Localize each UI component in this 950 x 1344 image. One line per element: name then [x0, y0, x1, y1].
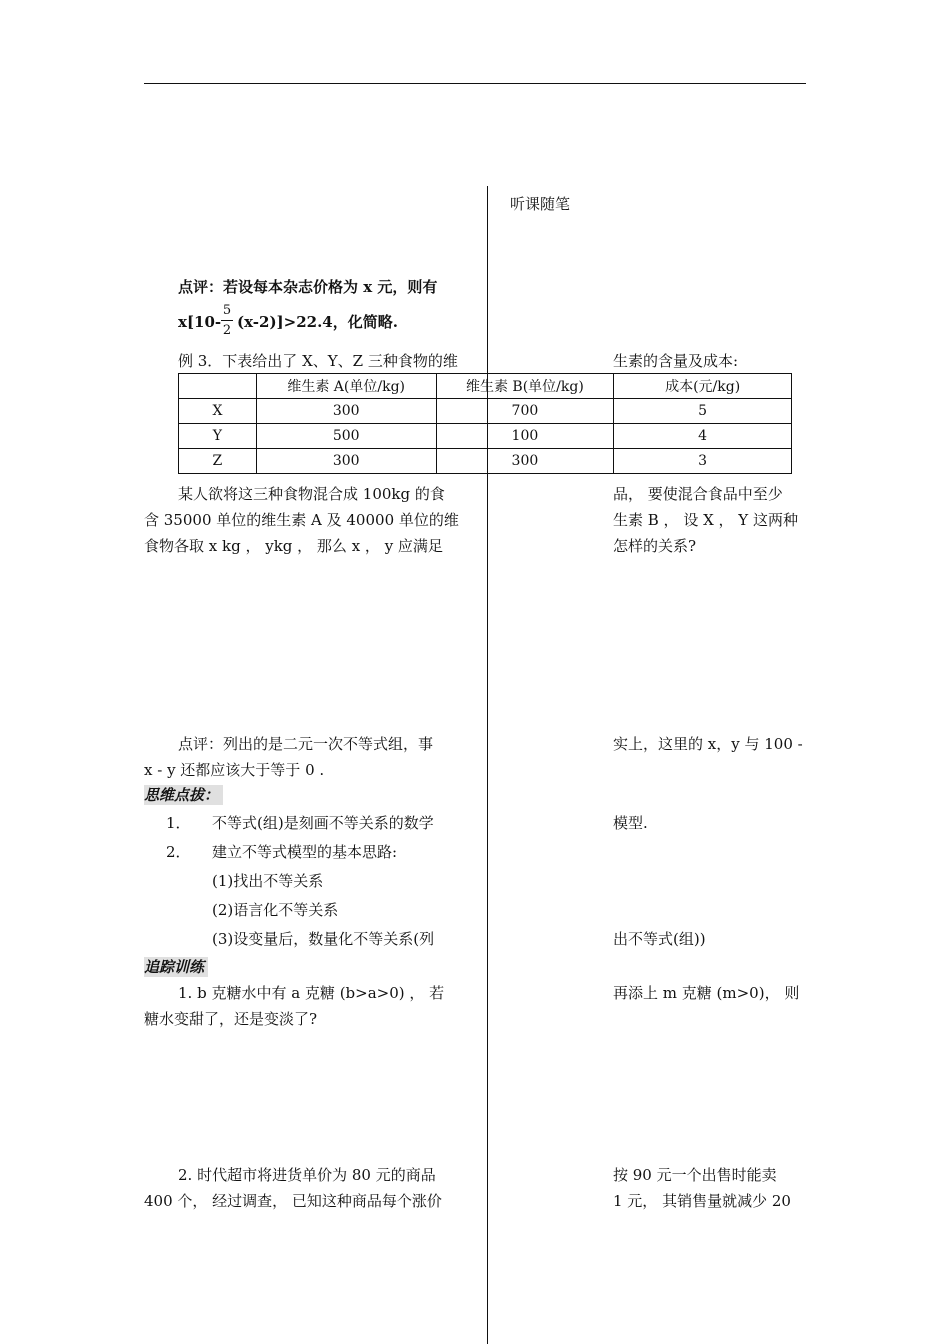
thinking-item2-text: 建立不等式模型的基本思路:: [212, 843, 398, 861]
example3-left: 例 3．下表给出了 X、Y、Z 三种食物的维: [178, 352, 458, 370]
comment1-prefix: x[10-: [178, 313, 222, 331]
training-q2-line2-left: 400 个， 经过调查， 已知这种商品每个涨价: [144, 1192, 442, 1210]
training-q1-line2-left: 糖水变甜了，还是变淡了?: [144, 1010, 318, 1028]
comment1-suffix: (x-2)]>22.4，化简略.: [237, 313, 398, 331]
example3-right: 生素的含量及成本:: [613, 352, 739, 370]
table-cell: 4: [614, 424, 792, 449]
thinking-sub3-right: 出不等式(组)): [613, 930, 706, 948]
training-heading: 追踪训练: [144, 957, 208, 977]
table-cell: 700: [436, 399, 614, 424]
header-rule: [144, 83, 806, 84]
vitamin-table: [178, 373, 792, 474]
table-cell: 5: [614, 399, 792, 424]
problem-line1-right: 品， 要使混合食品中至少: [613, 485, 783, 503]
thinking-item1-left: 不等式(组)是刻画不等关系的数学: [212, 814, 434, 832]
thinking-item1-number: 1．: [166, 814, 191, 832]
comment2-line1-right: 实上，这里的 x，y 与 100 -: [613, 735, 803, 753]
table-cell: X: [179, 399, 257, 424]
problem-line2-left: 含 35000 单位的维生素 A 及 40000 单位的维: [144, 511, 459, 529]
comment2-line2-left: x - y 还都应该大于等于 0 .: [144, 761, 325, 779]
problem-line1-left: 某人欲将这三种食物混合成 100kg 的食: [178, 485, 445, 503]
comment1-line1: 点评：若设每本杂志价格为 x 元，则有: [178, 278, 438, 296]
training-q2-line2-right: 1 元， 其销售量就减少 20: [613, 1192, 791, 1210]
table-cell: 300: [256, 399, 436, 424]
table-cell: 100: [436, 424, 614, 449]
table-cell: 300: [256, 449, 436, 474]
fraction-denominator: 2: [222, 323, 232, 338]
table-cell: 3: [614, 449, 792, 474]
training-q1-line1-right: 再添上 m 克糖 (m>0)， 则: [613, 984, 800, 1002]
notes-column-label: 听课随笔: [510, 195, 571, 213]
thinking-heading: 思维点拔：: [144, 785, 223, 805]
thinking-sub1: (1)找出不等关系: [212, 872, 324, 890]
fraction-numerator: 5: [222, 303, 232, 318]
thinking-item2-number: 2．: [166, 843, 191, 861]
table-cell: 300: [436, 449, 614, 474]
training-q1-line1-left: 1. b 克糖水中有 a 克糖 (b>a>0) ， 若: [178, 984, 445, 1002]
training-q2-line1-left: 2. 时代超市将进货单价为 80 元的商品: [178, 1166, 436, 1184]
table-row: [179, 424, 792, 449]
table-header-row: [179, 374, 792, 399]
comment2-line1-left: 点评：列出的是二元一次不等式组，事: [178, 735, 434, 753]
problem-line3-right: 怎样的关系?: [613, 537, 697, 555]
table-cell: 500: [256, 424, 436, 449]
fraction-bar: [221, 320, 233, 321]
thinking-sub3-left: (3)设变量后，数量化不等关系(列: [212, 930, 435, 948]
table-row: [179, 399, 792, 424]
table-header-cell: 成本(元/kg): [614, 374, 792, 399]
thinking-item1-right: 模型.: [613, 814, 648, 832]
problem-line3-left: 食物各取 x kg ， ykg ， 那么 x ， y 应满足: [144, 537, 443, 555]
column-divider: [487, 186, 488, 1344]
table-header-cell: 维生素 B(单位/kg): [436, 374, 614, 399]
table-header-cell: [179, 374, 257, 399]
training-q2-line1-right: 按 90 元一个出售时能卖: [613, 1166, 777, 1184]
table-cell: Z: [179, 449, 257, 474]
table-header-cell: 维生素 A(单位/kg): [256, 374, 436, 399]
problem-line2-right: 生素 B ， 设 X ， Y 这两种: [613, 511, 798, 529]
table-cell: Y: [179, 424, 257, 449]
thinking-sub2: (2)语言化不等关系: [212, 901, 339, 919]
table-row: [179, 449, 792, 474]
